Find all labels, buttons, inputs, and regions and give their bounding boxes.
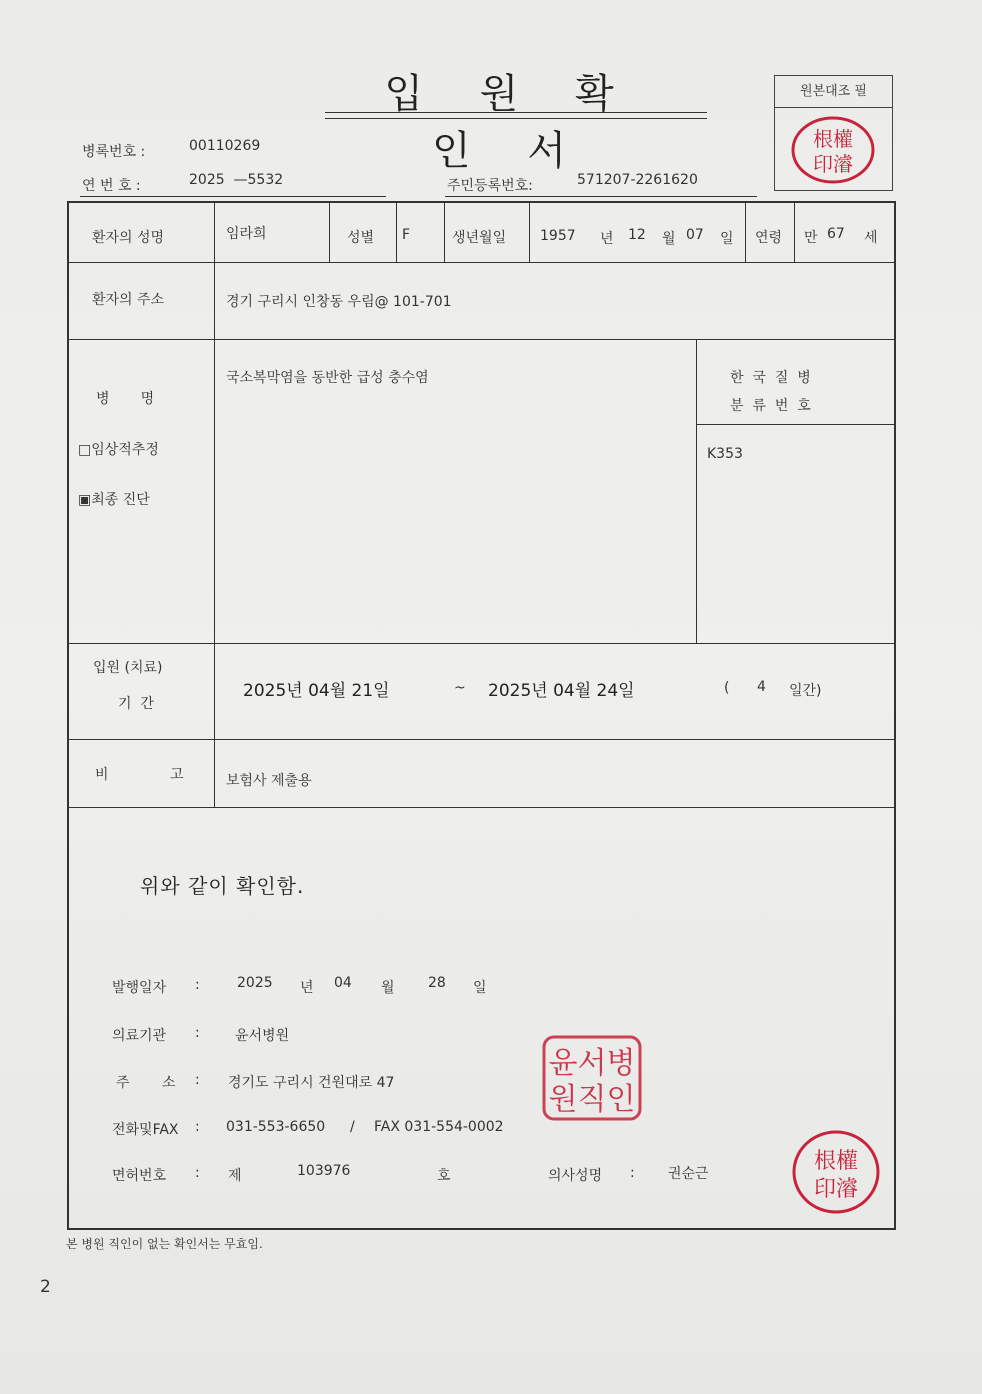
colon: : (630, 1165, 635, 1181)
sex-label: 성별 (347, 230, 375, 246)
period-separator: ~ (454, 680, 466, 696)
column-divider (444, 201, 445, 262)
hospital-address-label-1: 주 (116, 1075, 130, 1091)
record-no-label: 병록번호 : (82, 144, 146, 160)
remarks-value: 보험사 제출용 (226, 773, 312, 789)
row-divider (67, 739, 896, 740)
verification-seal-icon (785, 116, 881, 188)
license-prefix: 제 (228, 1168, 242, 1184)
confirmation-statement: 위와 같이 확인함. (140, 874, 305, 898)
rrn-underline (445, 196, 757, 197)
period-from: 2025년 04월 21일 (243, 681, 390, 701)
days-count: 4 (757, 679, 766, 695)
license-label: 면허번호 (112, 1168, 167, 1184)
issue-day: 28 (428, 975, 446, 991)
row-divider (696, 424, 896, 425)
kcd-code: K353 (707, 446, 743, 462)
column-divider (745, 201, 746, 262)
colon: : (195, 1165, 200, 1181)
remarks-label-left: 비 (95, 767, 109, 783)
issue-year: 2025 (237, 975, 273, 991)
svg-text:根權: 根權 (813, 1149, 859, 1174)
days-open-paren: ( (724, 680, 730, 696)
age-prefix: 만 (804, 230, 818, 246)
validity-footnote: 본 병원 직인이 없는 확인서는 무효임. (66, 1237, 263, 1251)
dob-day: 07 (686, 227, 704, 243)
license-number: 103976 (297, 1163, 351, 1179)
original-verified-label: 원본대조 필 (775, 76, 892, 108)
issue-day-unit: 일 (473, 980, 487, 996)
license-suffix: 호 (437, 1168, 451, 1184)
final-diagnosis-checkbox: ▣최종 진단 (78, 492, 150, 508)
column-divider (794, 201, 795, 262)
column-divider (696, 339, 697, 643)
clinical-estimate-checkbox: □임상적추정 (78, 442, 159, 458)
row-divider (67, 339, 896, 340)
diagnosis-label: 병 명 (96, 391, 155, 407)
row-divider (67, 807, 896, 808)
issue-month: 04 (334, 975, 352, 991)
certificate-table (67, 201, 896, 1230)
patient-name-label: 환자의 성명 (92, 230, 165, 246)
row-divider (67, 262, 896, 263)
serial-no-label: 연 번 호 : (82, 178, 141, 194)
svg-text:윤서병: 윤서병 (548, 1046, 636, 1081)
period-label-line2: 기 간 (118, 696, 154, 712)
period-label-line1: 입원 (치료) (93, 660, 163, 676)
record-no-value: 00110269 (189, 138, 261, 154)
days-unit: 일간) (789, 683, 822, 699)
diagnosis-name: 국소복막염을 동반한 급성 충수염 (226, 370, 429, 386)
age-value: 67 (827, 226, 845, 242)
column-divider (214, 201, 215, 807)
column-divider (396, 201, 397, 262)
title-underline-1 (325, 112, 707, 113)
issue-date-label: 발행일자 (112, 980, 167, 996)
institution-label: 의료기관 (112, 1028, 167, 1044)
row-divider (67, 643, 896, 644)
institution-value: 윤서병원 (235, 1028, 290, 1044)
patient-name-value: 임라희 (226, 226, 267, 242)
colon: : (195, 1025, 200, 1041)
dob-day-unit: 일 (720, 231, 734, 247)
age-label: 연령 (755, 230, 783, 246)
age-unit: 세 (864, 230, 878, 246)
phone-fax-separator: / (350, 1119, 355, 1135)
svg-text:根權: 根權 (813, 127, 853, 151)
phone-fax-label: 전화및FAX (112, 1122, 179, 1138)
phone-value: 031-553-6650 (226, 1119, 326, 1135)
address-label: 환자의 주소 (92, 292, 165, 308)
dob-year-unit: 년 (600, 231, 614, 247)
hospital-address-label-2: 소 (162, 1075, 176, 1091)
rrn-value: 571207-2261620 (577, 172, 698, 188)
doctor-seal-icon (790, 1128, 882, 1216)
rrn-label: 주민등록번호: (447, 178, 533, 194)
address-value: 경기 구리시 인창동 우림@ 101-701 (226, 294, 452, 310)
dob-label: 생년월일 (452, 230, 507, 246)
title-underline-2 (325, 118, 707, 119)
kcd-label-line1: 한 국 질 병 (730, 370, 811, 386)
document-title: 입 원 확 인 서 (384, 71, 636, 174)
doctor-name-label: 의사성명 (548, 1168, 603, 1184)
hospital-address-value: 경기도 구리시 건원대로 47 (228, 1075, 395, 1091)
serial-underline (80, 196, 386, 197)
dob-year: 1957 (540, 228, 576, 244)
issue-month-unit: 월 (381, 980, 395, 996)
svg-text:印濬: 印濬 (813, 1177, 859, 1202)
doctor-name-value: 권순근 (668, 1166, 709, 1182)
original-verified-box (774, 75, 893, 191)
column-divider (329, 201, 330, 262)
svg-text:원직인: 원직인 (548, 1082, 636, 1117)
svg-text:印濬: 印濬 (813, 152, 853, 176)
remarks-label-right: 고 (170, 767, 184, 783)
serial-no-value: 2025 —5532 (189, 172, 284, 188)
colon: : (195, 977, 200, 993)
fax-value: FAX 031-554-0002 (374, 1119, 504, 1135)
period-to: 2025년 04월 24일 (488, 681, 635, 701)
column-divider (529, 201, 530, 262)
issue-year-unit: 년 (300, 980, 314, 996)
colon: : (195, 1072, 200, 1088)
dob-month: 12 (628, 227, 646, 243)
hospital-seal-icon (540, 1033, 644, 1123)
kcd-label-line2: 분 류 번 호 (730, 398, 811, 414)
colon: : (195, 1119, 200, 1135)
sex-value: F (402, 227, 411, 243)
page-number: 2 (40, 1277, 51, 1297)
dob-month-unit: 월 (662, 231, 676, 247)
